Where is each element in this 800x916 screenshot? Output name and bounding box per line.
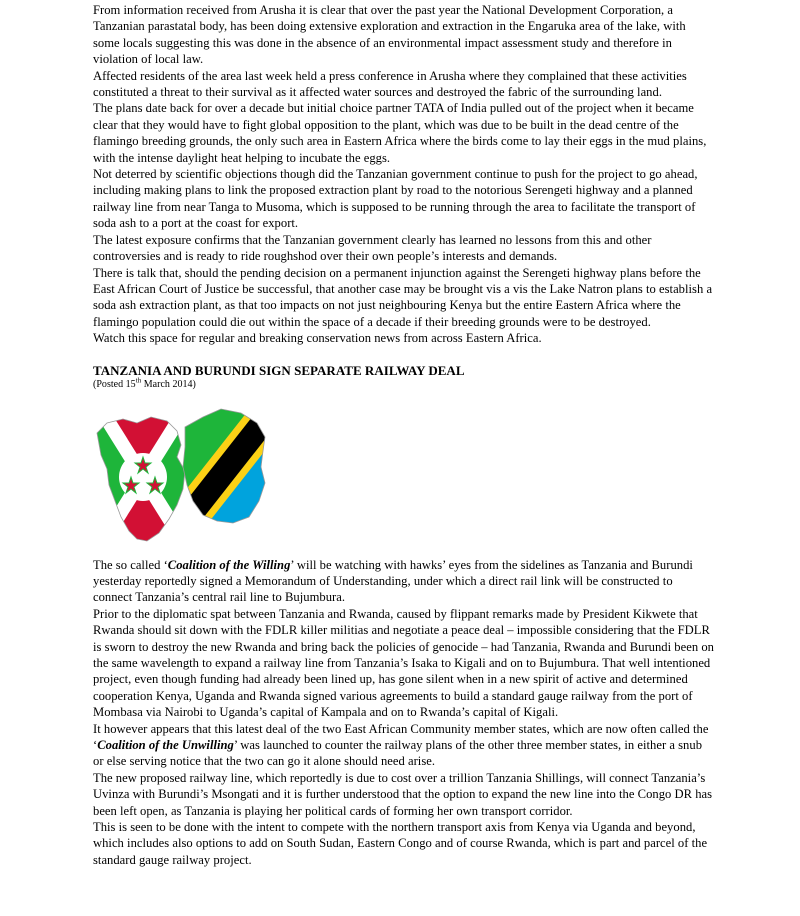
paragraph: Not deterred by scientific objections though did the Tanzanian government continue to push for the project to go ahead, including making plans to link the proposed extraction plant by road to the notorious Serengeti highway and a planned railway line from near Tanga to Musoma, which is supposed to be running through the area to facilitate the transport of soda ash to a port at the coast for export. — [93, 167, 698, 231]
paragraph — [93, 557, 715, 606]
posted-prefix: (Posted 15 — [93, 378, 136, 390]
burundi-tanzania-flag-maps-icon — [93, 397, 715, 557]
paragraph: From information received from Arusha it is clear that over the past year the National Development Corporation, a Tanzanian parastatal body, has been doing extensive exploration and extraction in the Engaruka area of the lake, with some locals suggesting this was done in the absence of an environmental impact assessment study and therefore in violation of local law. — [93, 3, 686, 67]
paragraph: There is talk that, should the pending decision on a permanent injunction against the Serengeti highway plans before the East African Court of Justice be successful, that another case may be brought vis a vis the Lake Natron plans to establish a soda ash extraction plant, as that too impacts on not just neighbouring Kenya but the entire Eastern Africa where the flamingo population could die out within the space of a decade if their breeding grounds were to be destroyed. — [93, 265, 713, 329]
text-run: The so called ‘ — [93, 557, 168, 572]
paragraph: Watch this space for regular and breaking conservation news from across Eastern Africa. — [93, 331, 542, 346]
posted-date — [93, 376, 715, 391]
paragraph: The latest exposure confirms that the Tanzanian government clearly has learned no lessons from this and other controversies and is ready to ride roughshod over their own people’s interests and demands. — [93, 232, 652, 264]
article-headline: TANZANIA AND BURUNDI SIGN SEPARATE RAILWAY DEAL — [93, 362, 465, 378]
coalition-of-the-unwilling: Coalition of the Unwilling — [97, 738, 234, 752]
paragraph — [93, 721, 715, 770]
paragraph: This is seen to be done with the intent to compete with the northern transport axis from Kenya via Uganda and beyond, which includes also options to add on South Sudan, Eastern Congo and of course Rwanda, which is part and parcel of the standard gauge railway project. — [93, 820, 708, 867]
paragraph: The new proposed railway line, which reportedly is due to cost over a trillion Tanzania Shillings, will connect Tanzania’s Uvinza with Burundi’s Msongati and it is further understood that the option to expand the new line into the Congo DR has been left open, as Tanzania is playing her political cards of forming her own transport corridor. — [93, 770, 713, 818]
text-run: ’ will be watching with hawks’ eyes from the sidelines as Tanzania and Burundi yesterday reportedly signed a Memorandum of Understanding, under which a direct rail link will be constructed to connect Tanzania’s central rail line to Bujumbura. — [93, 557, 693, 605]
document-page — [93, 2, 715, 868]
paragraph: Prior to the diplomatic spat between Tanzania and Rwanda, caused by flippant remarks made by President Kikwete that Rwanda should sit down with the FDLR killer militias and negotiate a peace deal – impossible considering that the FDLR is sworn to destroy the new Rwanda and bring back the policies of genocide – had Tanzania, Rwanda and Burundi been on the same wavelength to expand a railway line from Tanzania’s Isaka to Kigali and on to Bujumbura. That well intentioned project, even though funding had already been lined up, has gone silent when in a new spirit of active and determined cooperation Kenya, Uganda and Rwanda signed various agreements to build a standard gauge railway from the port of Mombasa via Nairobi to Uganda’s capital of Kampala and on to Rwanda’s capital of Kigali. — [93, 606, 714, 720]
paragraph: The plans date back for over a decade but initial choice partner TATA of India pulled out of the project when it became clear that they would have to fight global opposition to the plant, which was due to be built in the dead centre of the flamingo breeding grounds, the only such area in Eastern Africa where the birds come to lay their eggs in the mud plains, with the intense daylight heat helping to incubate the eggs. — [93, 101, 707, 165]
paragraph: Affected residents of the area last week held a press conference in Arusha where they complained that these activities constituted a threat to their survival as it affected water sources and destroyed the fabric of the surrounding land. — [93, 68, 687, 100]
coalition-of-the-willing: Coalition of the Willing — [167, 557, 291, 572]
posted-superscript: th — [135, 376, 142, 385]
tanzania-map-icon — [173, 397, 283, 537]
text-run: ’ was launched to counter the railway plans of the other three member states, in either a snub or else serving notice that the two can go it alone should need arise. — [93, 738, 703, 769]
posted-suffix: March 2014) — [141, 378, 196, 390]
text-run: It however appears that this latest deal of the two East African Community member states, which are now often called the ‘ — [93, 721, 709, 752]
